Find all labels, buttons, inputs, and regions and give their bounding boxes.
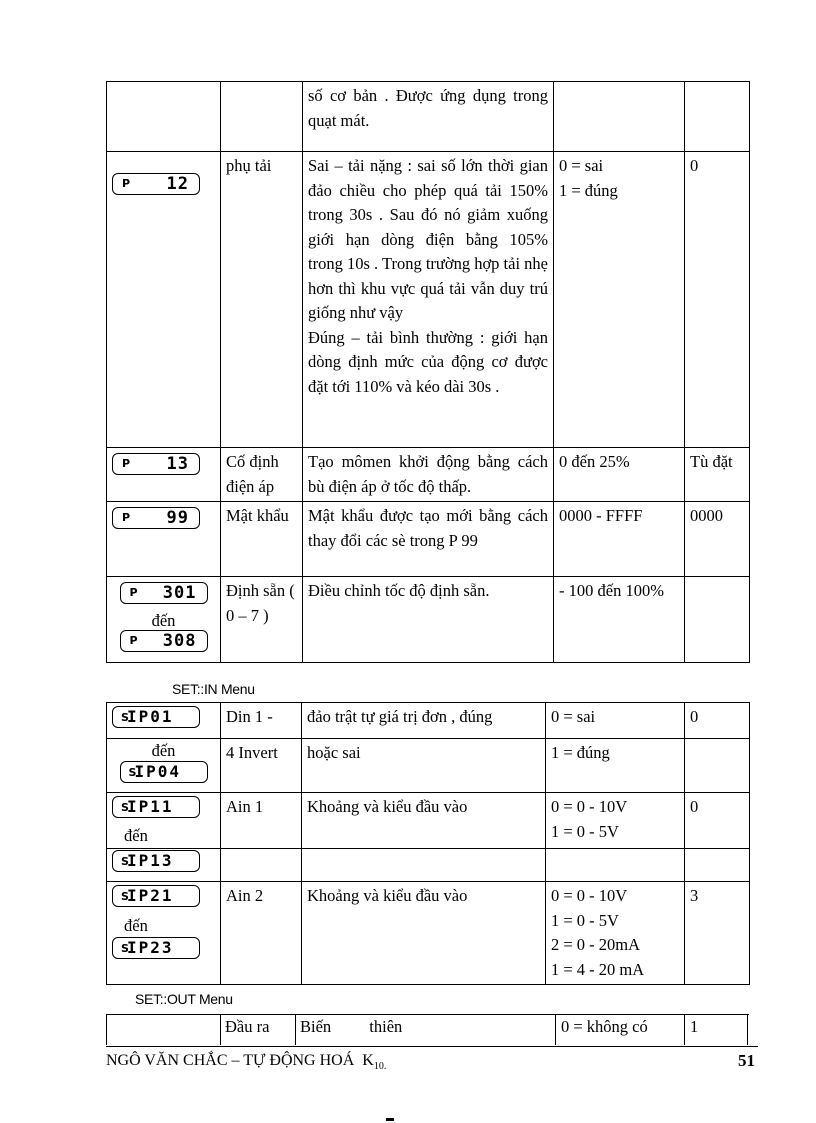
range-separator: đến	[124, 915, 148, 935]
default-cell: 0000	[685, 502, 750, 577]
out-menu-title: SET::OUT Menu	[135, 991, 233, 1007]
in-menu-table	[106, 702, 750, 985]
page-number: 51	[738, 1051, 755, 1070]
lcd-code-display: P 99	[112, 507, 200, 529]
table-row	[107, 738, 750, 793]
default-cell: 0	[685, 793, 750, 849]
name-cell: Ain 2	[221, 882, 302, 985]
default-cell	[685, 577, 750, 663]
out-menu-table	[106, 1014, 749, 1045]
table-row	[107, 848, 750, 882]
desc-cell: Điều chỉnh tốc độ định sẵn.	[303, 577, 554, 663]
default-cell	[685, 848, 750, 882]
lcd-code-display: S IP21	[112, 885, 200, 907]
default-cell: 3	[685, 882, 750, 985]
range-separator: đến	[151, 740, 176, 760]
table-row	[107, 448, 750, 502]
table-row	[107, 577, 750, 663]
range-separator: đến	[151, 610, 176, 630]
range-cell: 1 = đúng	[546, 738, 685, 793]
desc-cell	[302, 848, 546, 882]
code-cell	[107, 502, 221, 577]
desc-cell: Biến thiên	[300, 1017, 403, 1036]
desc-cell	[303, 152, 554, 448]
default-cell	[685, 738, 750, 793]
desc-cell: Mật khẩu được tạo mới bằng cách thay đổi các sè trong P 99	[303, 502, 554, 577]
code-cell	[107, 738, 221, 793]
name-cell: Mật khẩu	[221, 502, 303, 577]
code-cell	[107, 793, 221, 849]
code-cell	[107, 448, 221, 502]
desc-line: Đúng – tải bình thường : giới hạn dòng định mức của động cơ được đặt tới 110% và kéo dài 30s .	[308, 327, 548, 396]
table-row	[107, 882, 750, 985]
name-cell	[221, 82, 303, 152]
name-cell: Định sẵn ( 0 – 7 )	[221, 577, 303, 663]
range-cell: - 100 đến 100%	[554, 577, 685, 663]
name-cell: phụ tải	[221, 152, 303, 448]
table-row	[107, 703, 750, 739]
table-row	[107, 793, 750, 849]
desc-cell: hoặc sai	[302, 738, 546, 793]
footer-rule	[106, 1046, 758, 1047]
code-cell	[107, 82, 221, 152]
code-cell	[107, 577, 221, 663]
name-cell: Đầu ra	[225, 1017, 270, 1036]
lcd-code-display: P 12	[112, 173, 200, 195]
code-cell	[107, 848, 221, 882]
table-row	[107, 82, 750, 152]
parameter-table	[106, 81, 750, 663]
desc-cell: Khoảng và kiểu đầu vào	[302, 793, 546, 849]
name-cell: Cố định điện áp	[221, 448, 303, 502]
default-cell: 0	[685, 152, 750, 448]
code-cell	[107, 882, 221, 985]
lcd-code-display: S IP04	[120, 761, 208, 783]
range-cell	[546, 848, 685, 882]
range-cell	[554, 82, 685, 152]
name-cell: 4 Invert	[221, 738, 302, 793]
table-row	[107, 502, 750, 577]
range-separator: đến	[124, 825, 148, 845]
default-cell	[685, 82, 750, 152]
range-cell: 0 = sai 1 = đúng	[554, 152, 685, 448]
lcd-code-display: P 13	[112, 453, 200, 475]
range-cell: 0 = không có	[561, 1017, 648, 1036]
range-cell: 0 = 0 - 10V 1 = 0 - 5V	[546, 793, 685, 849]
code-cell	[107, 703, 221, 739]
name-cell	[221, 848, 302, 882]
lcd-code-display: S IP23	[112, 937, 200, 959]
lcd-code-display: S IP13	[112, 850, 200, 872]
desc-line: Sai – tải nặng : sai số lớn thời gian đảo chiều cho phép quá tải 150% trong 30s . Sau đó nó giảm xuống giới hạn dòng điện bằng 105% trong 10s . Trong trường hợp tải nhẹ hơn thì khu vực quá tải vẫn duy trú giống như vậy	[308, 156, 548, 322]
desc-cell: số cơ bản . Được ứng dụng trong quạt mát.	[303, 82, 554, 152]
default-cell: Tù đặt	[685, 448, 750, 502]
desc-cell: Tạo mômen khởi động bằng cách bù điện áp ở tốc độ thấp.	[303, 448, 554, 502]
range-cell: 0000 - FFFF	[554, 502, 685, 577]
default-cell: 0	[685, 703, 750, 739]
lcd-code-display: P 301	[120, 582, 208, 604]
name-cell: Ain 1	[221, 793, 302, 849]
name-cell: Din 1 -	[221, 703, 302, 739]
range-cell: 0 = 0 - 10V 1 = 0 - 5V 2 = 0 - 20mA 1 = 4 - 20 mA	[546, 882, 685, 985]
range-cell: 0 = sai	[546, 703, 685, 739]
desc-cell: Khoảng và kiểu đầu vào	[302, 882, 546, 985]
lcd-code-display: S IP01	[112, 706, 200, 728]
footer-class-sub: 10.	[373, 1061, 387, 1073]
lcd-code-display: P 308	[120, 630, 208, 652]
stray-mark	[386, 1118, 394, 1121]
code-cell	[107, 152, 221, 448]
range-cell: 0 đến 25%	[554, 448, 685, 502]
default-cell: 1	[690, 1017, 699, 1036]
footer-author: NGÔ VĂN CHẮC – TỰ ĐỘNG HOÁ $K_{10.}$	[106, 1052, 387, 1073]
in-menu-title: SET::IN Menu	[172, 681, 255, 697]
footer-class: K	[362, 1052, 374, 1069]
lcd-code-display: S IP11	[112, 796, 200, 818]
desc-cell: đảo trật tự giá trị đơn , đúng	[302, 703, 546, 739]
table-row	[107, 152, 750, 448]
